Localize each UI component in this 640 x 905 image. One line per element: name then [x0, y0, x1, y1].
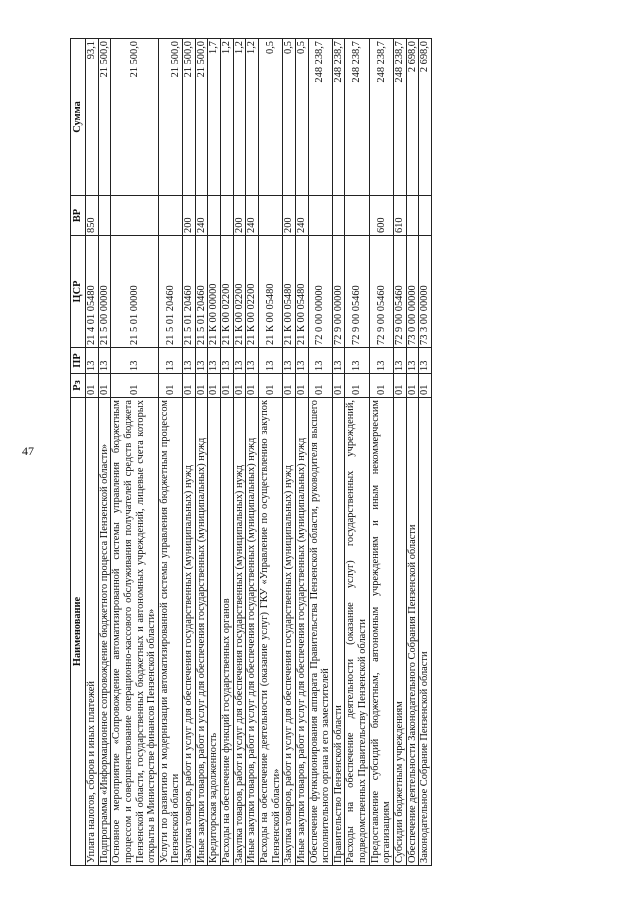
row-pr: 13 [393, 348, 406, 374]
row-vr [110, 196, 158, 236]
table-row [220, 39, 233, 866]
row-pr: 13 [158, 348, 182, 374]
row-sum: 248 238,7 [344, 39, 368, 196]
row-csr: 21 К 00 05480 [282, 236, 295, 348]
table-row [195, 39, 208, 866]
row-pr: 13 [282, 348, 295, 374]
row-name: Уплата налогов, сборов и иных платежей [85, 398, 98, 866]
row-csr: 21 К 00 02200 [245, 236, 258, 348]
row-sum: 21 500,0 [182, 39, 195, 196]
table-row [295, 39, 308, 866]
row-vr [308, 196, 332, 236]
row-vr: 240 [245, 196, 258, 236]
row-rz: 01 [282, 374, 295, 398]
row-pr: 13 [406, 348, 419, 374]
row-name: Услуги по развитию и модернизации автоматизированной системы управления бюджетным процессом Пензенской области [158, 398, 182, 866]
row-name: Обеспечение деятельности Законодательного Собрания Пензенской области [406, 398, 419, 866]
row-csr: 21 К 00 05480 [295, 236, 308, 348]
row-name: Иные закупки товаров, работ и услуг для обеспечения государственных (муниципальных) нужд [195, 398, 208, 866]
table-row [85, 39, 98, 866]
row-rz: 01 [85, 374, 98, 398]
row-vr: 610 [393, 196, 406, 236]
row-vr [207, 196, 220, 236]
row-sum: 21 500,0 [158, 39, 182, 196]
row-sum: 0,5 [282, 39, 295, 196]
row-sum: 21 500,0 [195, 39, 208, 196]
row-sum: 21 500,0 [110, 39, 158, 196]
row-rz: 01 [158, 374, 182, 398]
page-number: 47 [22, 444, 34, 458]
row-pr: 13 [98, 348, 111, 374]
table-row [369, 39, 393, 866]
row-csr: 73 3 00 00000 [418, 236, 431, 348]
row-rz: 01 [220, 374, 233, 398]
row-csr: 21 4 01 05480 [85, 236, 98, 348]
row-pr: 13 [85, 348, 98, 374]
row-vr [98, 196, 111, 236]
row-csr: 21 К 00 02200 [233, 236, 246, 348]
header-pr: ПР [70, 348, 85, 374]
table-row [344, 39, 368, 866]
row-pr: 13 [295, 348, 308, 374]
row-vr [332, 196, 345, 236]
row-name: Иные закупки товаров, работ и услуг для обеспечения государственных (муниципальных) нужд [295, 398, 308, 866]
table-row [308, 39, 332, 866]
table-row [110, 39, 158, 866]
row-pr: 13 [258, 348, 282, 374]
row-vr [418, 196, 431, 236]
row-pr: 13 [220, 348, 233, 374]
row-rz: 01 [418, 374, 431, 398]
table-header-row [70, 39, 85, 866]
row-rz: 01 [110, 374, 158, 398]
row-rz: 01 [369, 374, 393, 398]
row-csr: 72 0 00 00000 [308, 236, 332, 348]
table-row [393, 39, 406, 866]
header-rz: Рз [70, 374, 85, 398]
row-name: Подпрограмма «Информационное сопровождение бюджетного процесса Пензенской области» [98, 398, 111, 866]
row-vr [158, 196, 182, 236]
table-body [85, 39, 431, 866]
row-csr: 72 9 00 00000 [332, 236, 345, 348]
row-name: Основное мероприятие «Сопровождение автоматизированной системы управления бюджетным процессом и совершенствование операционно-кассового обслуживания получателей средств бюджета Пензенской области, государственных бюджетных и автономных учреждений, лицевые счета которых открыты в Министерстве финансов Пензенской области» [110, 398, 158, 866]
row-pr: 13 [233, 348, 246, 374]
row-pr: 13 [332, 348, 345, 374]
table-row [207, 39, 220, 866]
row-csr: 72 9 00 05460 [344, 236, 368, 348]
row-rz: 01 [406, 374, 419, 398]
row-sum: 93,1 [85, 39, 98, 196]
table-row [182, 39, 195, 866]
row-vr: 600 [369, 196, 393, 236]
table-row [233, 39, 246, 866]
row-csr: 21 5 01 00000 [110, 236, 158, 348]
header-vr: ВР [70, 196, 85, 236]
row-pr: 13 [110, 348, 158, 374]
row-name: Предоставление субсидий бюджетным, автономным учреждениям и иным некоммерческим организациям [369, 398, 393, 866]
row-rz: 01 [98, 374, 111, 398]
row-pr: 13 [207, 348, 220, 374]
row-pr: 13 [369, 348, 393, 374]
row-rz: 01 [182, 374, 195, 398]
row-rz: 01 [258, 374, 282, 398]
row-vr: 200 [182, 196, 195, 236]
row-rz: 01 [393, 374, 406, 398]
row-rz: 01 [195, 374, 208, 398]
row-sum: 0,5 [295, 39, 308, 196]
row-name: Закупка товаров, работ и услуг для обеспечения государственных (муниципальных) нужд [282, 398, 295, 866]
row-name: Законодательное Собрание Пензенской области [418, 398, 431, 866]
table-row [406, 39, 419, 866]
row-rz: 01 [207, 374, 220, 398]
row-name: Расходы на обеспечение функций государственных органов [220, 398, 233, 866]
row-csr: 21 5 01 20460 [195, 236, 208, 348]
row-name: Закупка товаров, работ и услуг для обеспечения государственных (муниципальных) нужд [182, 398, 195, 866]
rotated-page [70, 39, 571, 866]
row-name: Расходы на обеспечение деятельности (оказание услуг) государственных учреждений, подведомственных Правительству Пензенской области [344, 398, 368, 866]
header-name: Наименование [70, 398, 85, 866]
header-csr: ЦСР [70, 236, 85, 348]
row-csr: 21 5 01 20460 [158, 236, 182, 348]
row-rz: 01 [245, 374, 258, 398]
header-sum: Сумма [70, 39, 85, 196]
row-vr: 200 [282, 196, 295, 236]
row-name: Кредиторская задолженность [207, 398, 220, 866]
budget-table [70, 38, 432, 866]
row-csr: 21 5 00 00000 [98, 236, 111, 348]
row-sum: 248 238,7 [393, 39, 406, 196]
table-row [332, 39, 345, 866]
row-sum: 1,2 [220, 39, 233, 196]
row-name: Закупка товаров, работ и услуг для обеспечения государственных (муниципальных) нужд [233, 398, 246, 866]
table-row [418, 39, 431, 866]
row-csr: 21 К 00 05480 [258, 236, 282, 348]
row-sum: 21 500,0 [98, 39, 111, 196]
row-pr: 13 [195, 348, 208, 374]
row-rz: 01 [233, 374, 246, 398]
table-row [258, 39, 282, 866]
row-sum: 248 238,7 [369, 39, 393, 196]
row-vr: 850 [85, 196, 98, 236]
row-rz: 01 [344, 374, 368, 398]
table-row [158, 39, 182, 866]
row-vr [406, 196, 419, 236]
row-vr: 200 [233, 196, 246, 236]
row-name: Иные закупки товаров, работ и услуг для обеспечения государственных (муниципальных) нужд [245, 398, 258, 866]
row-pr: 13 [245, 348, 258, 374]
row-name: Расходы на обеспечение деятельности (оказание услуг) ГКУ «Управление по осуществлению закупок Пензенской области» [258, 398, 282, 866]
row-sum: 0,5 [258, 39, 282, 196]
row-csr: 21 К 00 00000 [207, 236, 220, 348]
row-sum: 2 698,0 [406, 39, 419, 196]
row-sum: 1,2 [245, 39, 258, 196]
row-pr: 13 [308, 348, 332, 374]
row-csr: 73 0 00 00000 [406, 236, 419, 348]
row-vr [220, 196, 233, 236]
row-sum: 1,2 [233, 39, 246, 196]
row-rz: 01 [308, 374, 332, 398]
row-name: Субсидии бюджетным учреждениям [393, 398, 406, 866]
row-sum: 2 698,0 [418, 39, 431, 196]
row-pr: 13 [418, 348, 431, 374]
row-vr [258, 196, 282, 236]
row-name: Обеспечение функционирования аппарата Правительства Пензенской области, руководителя высшего исполнительного органа и его заместителей [308, 398, 332, 866]
row-vr [344, 196, 368, 236]
row-pr: 13 [344, 348, 368, 374]
row-pr: 13 [182, 348, 195, 374]
table-row [245, 39, 258, 866]
row-rz: 01 [295, 374, 308, 398]
row-csr: 21 К 00 02200 [220, 236, 233, 348]
row-sum: 248 238,7 [332, 39, 345, 196]
row-vr: 240 [295, 196, 308, 236]
row-vr: 240 [195, 196, 208, 236]
table-row [98, 39, 111, 866]
row-csr: 21 5 01 20460 [182, 236, 195, 348]
row-name: Правительство Пензенской области [332, 398, 345, 866]
row-sum: 248 238,7 [308, 39, 332, 196]
row-sum: 1,7 [207, 39, 220, 196]
row-rz: 01 [332, 374, 345, 398]
row-csr: 72 9 00 05460 [369, 236, 393, 348]
table-row [282, 39, 295, 866]
row-csr: 72 9 00 05460 [393, 236, 406, 348]
